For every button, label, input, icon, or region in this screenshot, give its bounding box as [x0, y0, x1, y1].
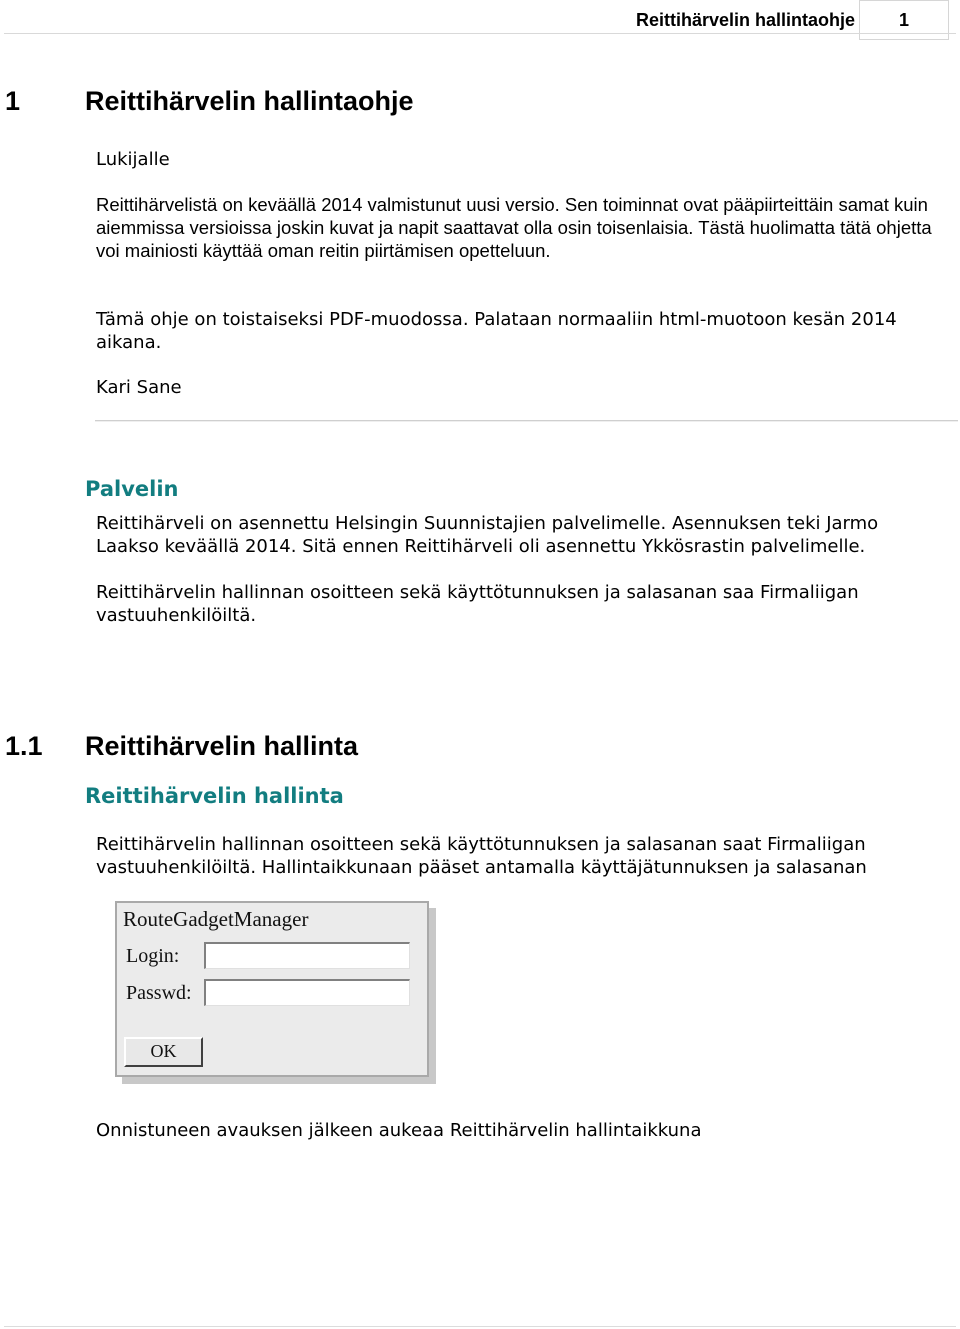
- subheading-palvelin: Palvelin: [85, 477, 179, 501]
- login-panel-title: RouteGadgetManager: [123, 907, 309, 931]
- paragraph-pdf-note: Tämä ohje on toistaiseksi PDF-muodossa. Palataan normaaliin html-muotoon kesän 2014 aikana.: [96, 309, 897, 353]
- section-heading-1: [5, 85, 414, 117]
- paragraph-credentials: Reittihärvelin hallinnan osoitteen sekä käyttötunnuksen ja salasanan saa Firmaliigan vastuuhenkilöiltä.: [96, 582, 859, 626]
- page-number: 1: [859, 0, 949, 40]
- login-label: Login:: [126, 945, 180, 967]
- ok-button[interactable]: OK: [124, 1037, 203, 1067]
- section-heading-1-1: [5, 730, 358, 762]
- header-title: Reittihärvelin hallintaohje: [635, 10, 855, 30]
- login-panel: [115, 901, 429, 1077]
- paragraph-intro: Reittihärvelistä on keväällä 2014 valmistunut uusi versio. Sen toiminnat ovat pääpiirteittäin samat kuin aiemmissa versioissa joskin kuvat ja napit saattavat olla osin toisenlaisia. Tästä huolimatta tätä ohjetta voi mainiosti käyttää oman reitin piirtämisen opetteluun.: [96, 194, 932, 261]
- section-number: 1: [5, 86, 21, 116]
- paragraph-login-info: Reittihärvelin hallinnan osoitteen sekä käyttötunnuksen ja salasanan saat Firmaliigan vastuuhenkilöiltä. Hallintaikkunaan pääset antamalla käyttäjätunnuksen ja salasanan: [96, 834, 867, 878]
- horizontal-rule: [95, 420, 958, 422]
- section-title: Reittihärvelin hallinta: [85, 731, 359, 761]
- password-input[interactable]: [204, 979, 410, 1006]
- section-number: 1.1: [5, 731, 43, 761]
- paragraph-after-login: Onnistuneen avauksen jälkeen aukeaa Reittihärvelin hallintaikkuna: [96, 1120, 702, 1141]
- section-title: Reittihärvelin hallintaohje: [85, 86, 414, 116]
- header-divider: [4, 33, 956, 34]
- subheading-hallinta: Reittihärvelin hallinta: [85, 784, 344, 808]
- paragraph-lukijalle: Lukijalle: [96, 149, 170, 170]
- login-input[interactable]: [204, 942, 410, 969]
- paragraph-author: Kari Sane: [96, 377, 182, 398]
- password-label: Passwd:: [126, 982, 192, 1004]
- footer-divider: [4, 1326, 956, 1327]
- paragraph-server: Reittihärveli on asennettu Helsingin Suunnistajien palvelimelle. Asennuksen teki Jarmo Laakso keväällä 2014. Sitä ennen Reittihärveli oli asennettu Ykkösrastin palvelimelle.: [96, 513, 879, 557]
